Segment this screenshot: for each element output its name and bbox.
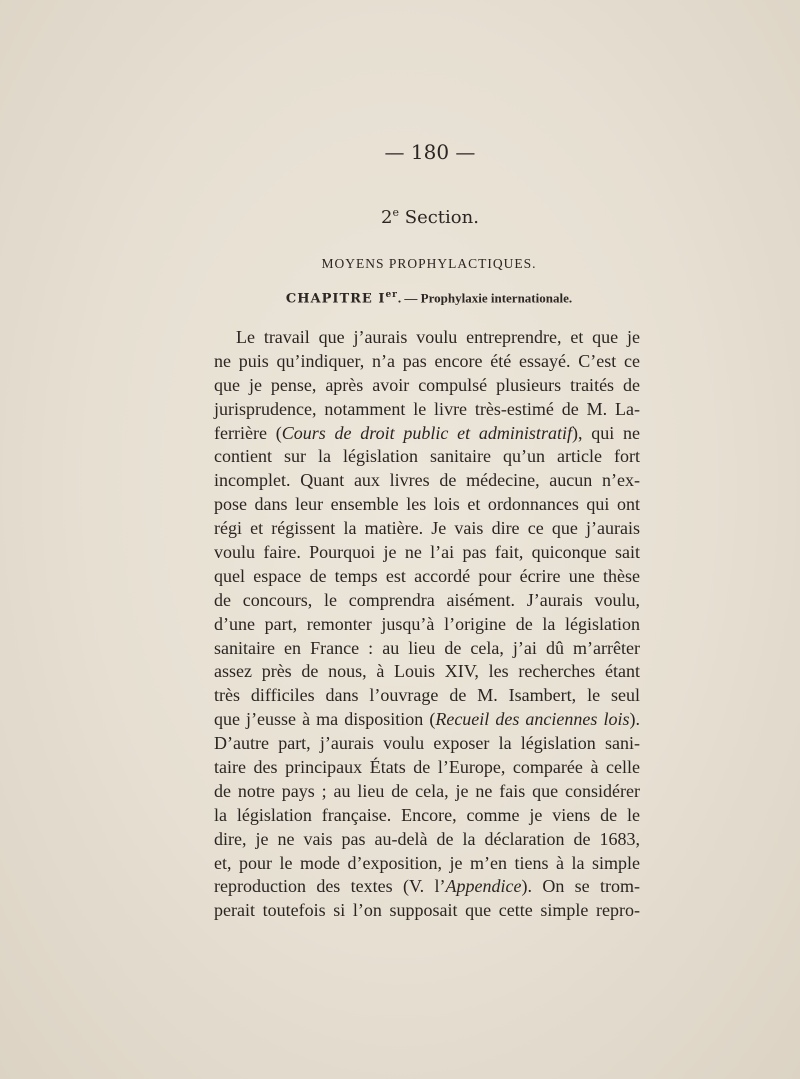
text-line (214, 756, 640, 780)
section-heading (0, 206, 800, 228)
text-segment: de concours, le comprendra aisément. J’aurais voulu, (214, 589, 640, 610)
text-segment: ). (629, 709, 640, 730)
text-segment: de notre pays ; au lieu de cela, je ne fais que considérer (214, 780, 640, 801)
text-line (214, 828, 640, 852)
text-line (214, 899, 640, 923)
text-line (214, 398, 640, 422)
text-line (214, 565, 640, 589)
text-line (214, 374, 640, 398)
text-segment: ). On se trom- (521, 876, 640, 897)
chapter-title: . — Prophylaxie internationale. (397, 290, 573, 306)
text-segment: pose dans leur ensemble les lois et ordonnances qui ont (214, 494, 640, 515)
page-number: — 180 — (384, 140, 476, 164)
chapter-label: CHAPITRE I (285, 291, 386, 307)
text-segment: ), qui ne (571, 422, 640, 443)
text-segment: quel espace de temps est accordé pour écrire une thèse (214, 565, 640, 586)
chapter-superscript: er (385, 290, 398, 300)
text-line (214, 493, 640, 517)
text-segment: et, pour le mode d’exposition, je m’en tiens à la simple (214, 852, 640, 873)
text-line (214, 326, 640, 350)
section-superscript: e (392, 206, 400, 219)
italic-title: Appendice (445, 876, 522, 897)
text-line (214, 684, 640, 708)
chapter-heading (0, 290, 800, 306)
body-paragraph (214, 326, 640, 923)
text-line (214, 613, 640, 637)
text-segment: voulu faire. Pourquoi je ne l’ai pas fait, quiconque sait (214, 542, 640, 563)
text-line (214, 422, 640, 446)
italic-title: Cours de droit public et administratif (281, 422, 572, 443)
text-segment: que j’eusse à ma disposition ( (214, 709, 436, 730)
text-segment: que je pense, après avoir compulsé plusieurs traités de (214, 374, 640, 395)
text-line (214, 469, 640, 493)
text-segment: jurisprudence, notamment le livre très-estimé de M. La- (214, 398, 640, 419)
text-segment: assez près de nous, à Louis XIV, les recherches étant (214, 661, 640, 682)
section-label: Section. (399, 207, 479, 228)
text-segment: la législation française. Encore, comme je viens de le (214, 804, 640, 825)
text-line (214, 708, 640, 732)
subheading: MOYENS PROPHYLACTIQUES. (321, 256, 537, 271)
text-segment: perait toutefois si l’on supposait que cette simple repro- (214, 900, 640, 921)
text-line (214, 660, 640, 684)
text-segment: contient sur la législation sanitaire qu’un article fort (214, 446, 640, 467)
text-segment: d’une part, remonter jusqu’à l’origine de la législation (214, 613, 640, 634)
text-segment: D’autre part, j’aurais voulu exposer la législation sani- (214, 733, 640, 754)
text-segment: dire, je ne vais pas au-delà de la déclaration de 1683, (214, 828, 640, 849)
text-line (214, 517, 640, 541)
text-line (214, 875, 640, 899)
text-line (214, 350, 640, 374)
text-line (214, 541, 640, 565)
text-line (214, 445, 640, 469)
text-segment: très difficiles dans l’ouvrage de M. Isambert, le seul (214, 685, 640, 706)
text-line (214, 637, 640, 661)
text-line (214, 804, 640, 828)
text-segment: taire des principaux États de l’Europe, comparée à celle (214, 757, 640, 778)
text-segment: Le travail que j’aurais voulu entreprendre, et que je (236, 327, 640, 347)
italic-title: Recueil des anciennes lois (435, 709, 630, 730)
text-segment: sanitaire en France : au lieu de cela, j’ai dû m’arrêter (214, 637, 640, 658)
text-line (214, 589, 640, 613)
text-segment: incomplet. Quant aux livres de médecine, aucun n’ex- (214, 470, 640, 491)
text-line (214, 852, 640, 876)
text-segment: régi et régissent la matière. Je vais dire ce que j’aurais (214, 518, 640, 539)
text-segment: ferrière ( (214, 422, 282, 443)
text-line (214, 780, 640, 804)
section-number: 2 (381, 207, 393, 228)
text-segment: reproduction des textes (V. l’ (214, 876, 446, 897)
text-segment: ne puis qu’indiquer, n’a pas encore été essayé. C’est ce (214, 350, 640, 371)
text-line (214, 732, 640, 756)
